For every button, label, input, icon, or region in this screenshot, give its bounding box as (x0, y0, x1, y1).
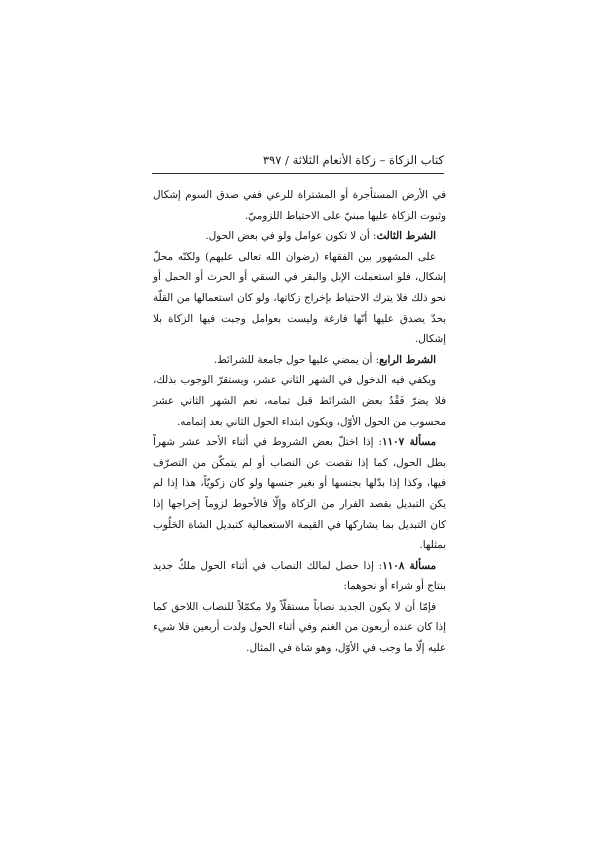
paragraph-text: فإمّا أن لا يكون الجديد نصاباً مستقلّاً ولا مكمّلاً للنصاب اللاحق كما إذا كان عنده أربعون من الغنم وفي أثناء الحول ولدت أربعين فلا شيء عليه إلّا ما وجب في الأوّل، وهو شاة في المثال. (153, 600, 446, 655)
paragraph-heading: مسألة ١١٠٧ (382, 436, 436, 449)
paragraph-issue-1107 (153, 432, 446, 556)
paragraph (153, 597, 446, 659)
page-number: ٣٩٧ (262, 153, 282, 167)
paragraph-condition-three (153, 226, 446, 247)
paragraph-text: على المشهور بين الفقهاء (رضوان الله تعالى عليهم) ولكنّه محلّ إشكال، فلو استعملت الإبل والبقر في السقي أو الحرث أو الحمل أو نحو ذلك فلا يترك الاحتياط بإخراج زكاتها، ولو كان استعمالها من القلّة بحدّ يصدق عليها أنّها فارغة وليست بعوامل وجبت فيها الزكاة بلا إشكال. (153, 250, 446, 346)
header-separator: / (281, 153, 293, 167)
paragraph-issue-1108 (153, 556, 446, 597)
text-body (153, 185, 446, 659)
paragraph (153, 247, 446, 350)
paragraph-text: : إذا حصل لمالك النصاب في أثناء الحول ملكٌ جديد بنتاج أو شراء أو نحوهما: (153, 559, 446, 593)
paragraph-heading: مسألة ١١٠٨ (382, 559, 436, 572)
paragraph (153, 370, 446, 432)
paragraph-text: في الأرض المستأجرة أو المشتراة للرعي ففي صدق السوم إشكال وثبوت الزكاة عليها مبنيّ على الاحتياط اللزوميّ. (153, 189, 446, 222)
paragraph-text: ويكفي فيه الدخول في الشهر الثاني عشر، ويستقرّ الوجوب بذلك، فلا يضرّ فَقْدُ بعض الشرائط قبل تمامه، نعم الشهر الثاني عشر محسوب من الحول الأوّل، ويكون ابتداء الحول الثاني بعد إتمامه. (153, 374, 446, 428)
paragraph-continuation (153, 185, 446, 226)
paragraph-heading: الشرط الثالث (376, 230, 436, 243)
paragraph-text: : أن لا تكون عوامل ولو في بعض الحول. (205, 230, 377, 243)
running-title: كتاب الزكاة – زكاة الأنعام الثلاثة (292, 153, 444, 167)
running-header (188, 151, 444, 169)
paragraph-condition-four (153, 350, 446, 371)
paragraph-text: : إذا اختلّ بعض الشروط في أثناء الأحد عشر شهراً بطل الحول، كما إذا نقصت عن النصاب أو لم يتمكّن من التصرّف فيها، وكذا إذا بدّلها بجنسها أو بغير جنسها ولو كان زكويّاً، هذا إذا لم يكن التبديل بقصد الفرار من الزكاة وإلّا فالأحوط لزوماً إخراجها إذا كان التبديل بما يشاركها في القيمة الاستعمالية كتبديل الشاة الحَلُوب بمثلها. (153, 436, 446, 552)
paragraph-text: : أن يمضي عليها حول جامعة للشرائط. (213, 353, 380, 366)
paragraph-heading: الشرط الرابع (379, 353, 436, 366)
header-rule (152, 173, 444, 174)
